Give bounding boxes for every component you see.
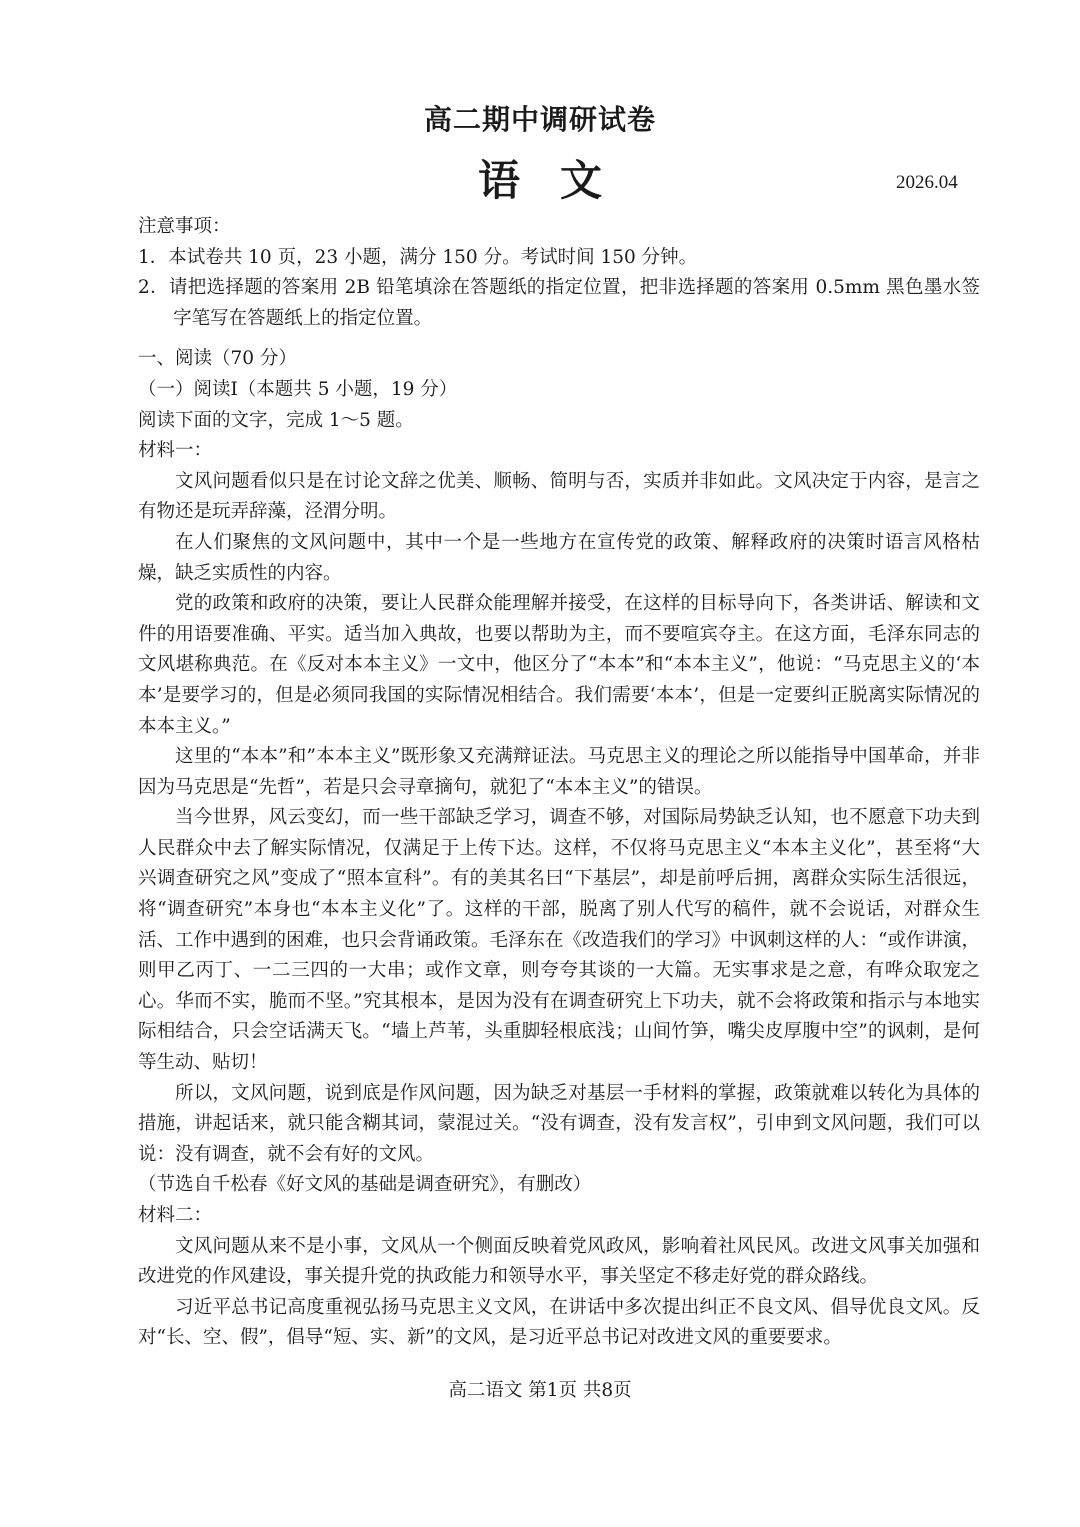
notes-item: 1．本试卷共 10 页，23 小题，满分 150 分。考试时间 150 分钟。 — [138, 246, 698, 268]
paragraph: 所以，文风问题，说到底是作风问题，因为缺乏对基层一手材料的掌握，政策就难以转化为具体的措施，讲起话来，就只能含糊其词，蒙混过关。“没有调查，没有发言权”，引申到文风问题，我们可以说：没有调查，就不会有好的文风。 — [138, 1082, 980, 1165]
exam-content — [138, 212, 980, 1354]
exam-date: 2026.04 — [896, 172, 958, 193]
section-heading: 一、阅读（70 分） — [138, 348, 297, 370]
spacer — [138, 334, 980, 344]
notes-item: 2．请把选择题的答案用 2B 铅笔填涂在答题纸的指定位置，把非选择题的答案用 0.5mm 黑色墨水签字笔写在答题纸上的指定位置。 — [138, 277, 980, 329]
paragraph: 习近平总书记高度重视弘扬马克思主义文风，在讲话中多次提出纠正不良文风、倡导优良文风。反对“长、空、假”，倡导“短、实、新”的文风，是习近平总书记对改进文风的重要要求。 — [138, 1296, 980, 1349]
paragraph: 党的政策和政府的决策，要让人民群众能理解并接受，在这样的目标导向下，各类讲话、解读和文件的用语要准确、平实。适当加入典故，也要以帮助为主，而不要喧宾夺主。在这方面，毛泽东同志的文风堪称典范。在《反对本本主义》一文中，他区分了“本本”和“本本主义”，他说：“马克思主义的‘本本’是要学习的，但是必须同我国的实际情况相结合。我们需要‘本本’，但是一定要纠正脱离实际情况的本本主义。” — [138, 593, 980, 737]
notes-heading: 注意事项： — [138, 216, 231, 237]
paragraph: 这里的“本本”和”本本主义”既形象又充满辩证法。马克思主义的理论之所以能指导中国革命，并非因为马克思是“先哲”，若是只会寻章摘句，就犯了“本本主义”的错误。 — [138, 746, 980, 798]
material-label: 材料一： — [138, 440, 213, 462]
subject-title: 语文 — [477, 156, 642, 205]
subsection-heading: （一）阅读Ⅰ（本题共 5 小题，19 分） — [138, 378, 458, 400]
paragraph: 文风问题看似只是在讨论文辞之优美、顺畅、简明与否，实质并非如此。文风决定于内容，是言之有物还是玩弄辞藻，泾渭分明。 — [138, 470, 980, 523]
page-footer: 高二语文 第1页 共8页 — [448, 1380, 632, 1401]
paragraph: 文风问题从来不是小事，文风从一个侧面反映着党风政风，影响着社风民风。改进文风事关加强和改进党的作风建设，事关提升党的执政能力和领导水平，事关坚定不移走好党的群众路线。 — [138, 1235, 980, 1288]
source-citation: （节选自千松春《好文风的基础是调查研究》，有删改） — [138, 1174, 592, 1196]
paragraph: 当今世界，风云变幻，而一些干部缺乏学习，调查不够，对国际局势缺乏认知，也不愿意下功夫到人民群众中去了解实际情况，仅满足于上传下达。这样，不仅将马克思主义“本本主义化”，甚至将“大兴调查研究之风”变成了“照本宣科”。有的美其名曰“下基层”，却是前呼后拥，离群众实际生活很远，将“调查研究”本身也“本本主义化”了。这样的干部，脱离了别人代写的稿件，就不会说话，对群众生活、工作中遇到的困难，也只会背诵政策。毛泽东在《改造我们的学习》中讽刺这样的人：“或作讲演，则甲乙丙丁、一二三四的一大串；或作文章，则夸夸其谈的一大篇。无实事求是之意，有哗众取宠之心。华而不实，脆而不坚。”究其根本，是因为没有在调查研究上下功夫，就不会将政策和指示与本地实际相结合，只会空话满天飞。“墙上芦苇，头重脚轻根底浅；山间竹笋，嘴尖皮厚腹中空”的讽刺，是何等生动、贴切！ — [138, 807, 980, 1074]
paragraph: 在人们聚焦的文风问题中，其中一个是一些地方在宣传党的政策、解释政府的决策时语言风格枯燥，缺乏实质性的内容。 — [138, 531, 980, 584]
instruction-text: 阅读下面的文字，完成 1～5 题。 — [138, 409, 414, 431]
material-label: 材料二： — [138, 1205, 213, 1226]
exam-title: 高二期中调研试卷 — [423, 103, 656, 136]
